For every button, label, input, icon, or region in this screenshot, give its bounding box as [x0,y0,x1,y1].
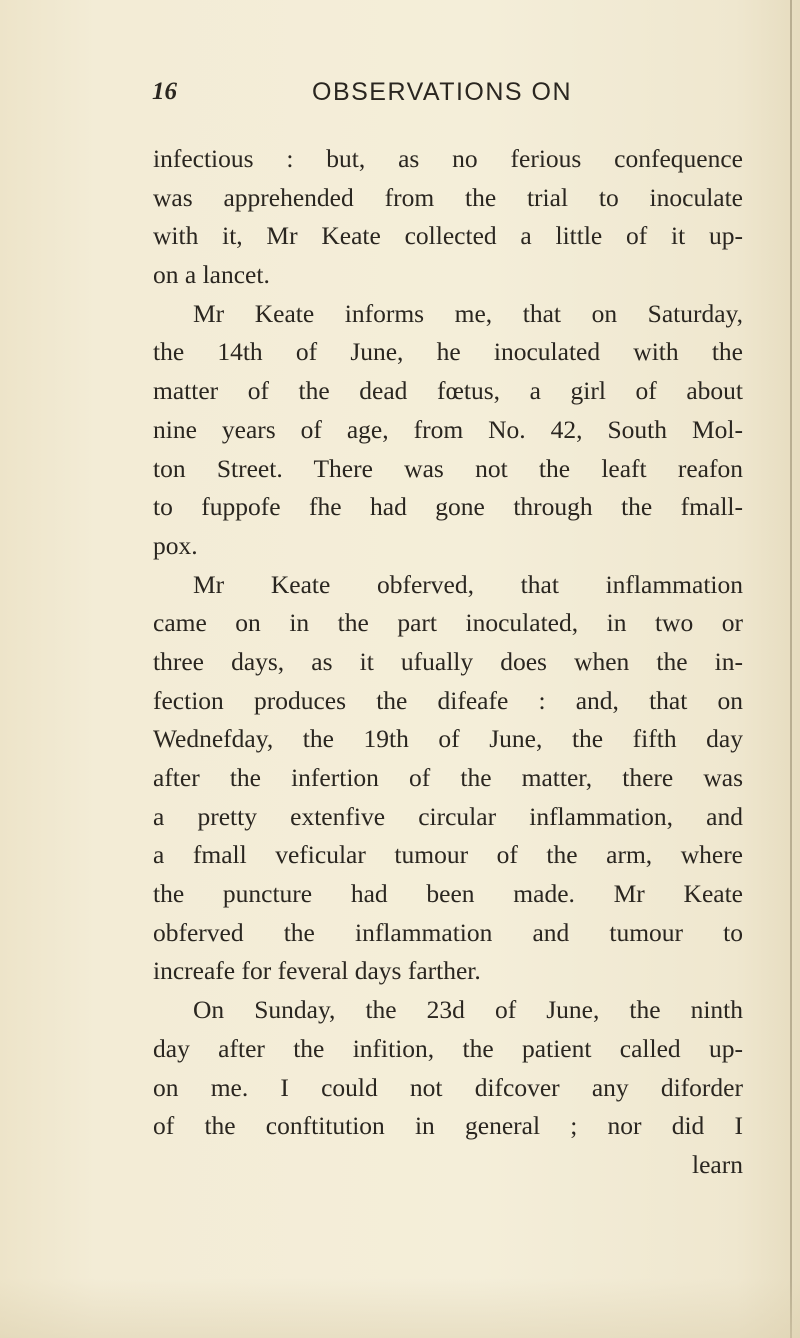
text-line: a pretty extenfive circular inflammation, and [153,801,743,831]
text-line: to fuppofe fhe had gone through the fmall- [153,492,743,522]
text-line: day after the infition, the patient called up- [153,1033,743,1063]
text-line: a fmall veficular tumour of the arm, where [153,840,743,870]
text-line: pox. [153,530,198,560]
text-line: three days, as it ufually does when the in- [153,646,743,676]
text-line: the 14th of June, he inoculated with the [153,337,743,367]
text-line: obferved the inflammation and tumour to [153,917,743,947]
page-shadow [0,1278,800,1338]
text-line: increafe for feveral days farther. [153,956,481,986]
text-line: Mr Keate informs me, that on Saturday, [193,298,743,328]
text-line: Mr Keate obferved, that inflammation [193,569,743,599]
text-line: fection produces the difeafe : and, that on [153,685,743,715]
text-line: matter of the dead fœtus, a girl of about [153,376,743,406]
page-header [0,78,800,118]
text-line: ton Street. There was not the leaft reafon [153,453,743,483]
text-line: came on in the part inoculated, in two or [153,608,743,638]
text-line: was apprehended from the trial to inoculate [153,182,743,212]
text-line: of the conftitution in general ; nor did I [153,1111,743,1141]
text-line: infectious : but, as no ferious confequence [153,144,743,173]
page-number: 16 [152,78,177,105]
text-line: the puncture had been made. Mr Keate [153,879,743,909]
text-line: on me. I could not difcover any diforder [153,1072,743,1102]
catchword: learn [692,1149,743,1179]
text-line: On Sunday, the 23d of June, the ninth [193,995,743,1025]
text-line: after the infertion of the matter, there was [153,763,743,792]
text-line: with it, Mr Keate collected a little of it up- [153,221,743,251]
text-line: on a lancet. [153,260,270,290]
running-title: OBSERVATIONS ON [312,78,573,106]
page-edge [790,0,792,1338]
text-line: Wednefday, the 19th of June, the fifth day [153,724,743,754]
body-text [153,140,743,1185]
text-line: nine years of age, from No. 42, South Mol- [153,414,743,444]
